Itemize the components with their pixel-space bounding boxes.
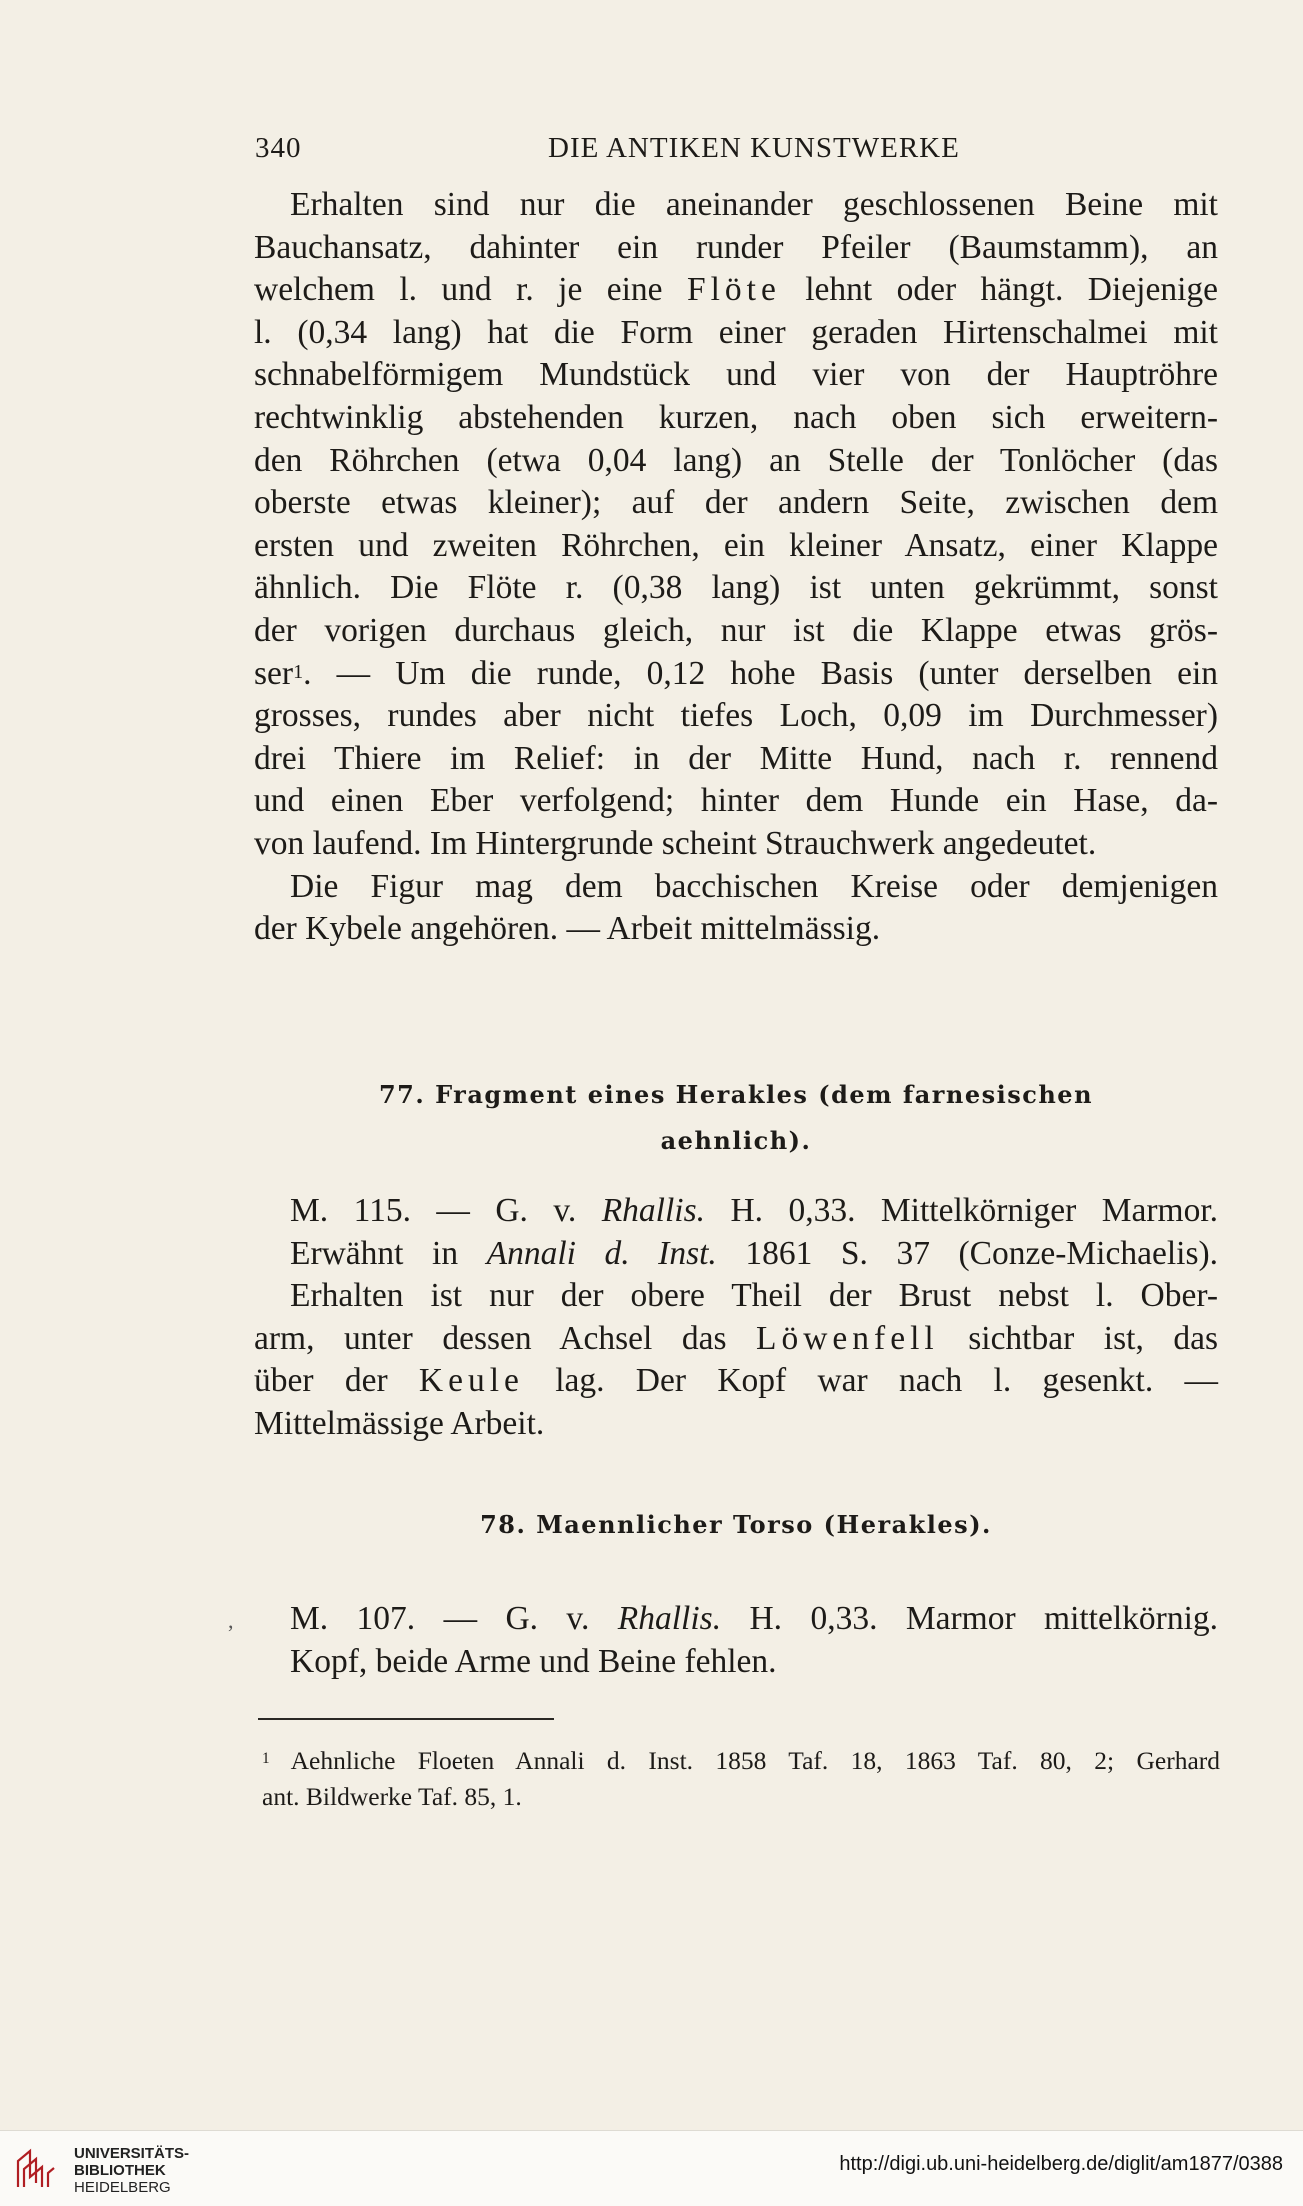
text-line: und einen Eber verfolgend; hinter dem Hunde ein Hase, da- — [254, 782, 1218, 820]
text-line — [254, 1598, 1218, 1641]
section-heading-78: 78. Maennlicher Torso (Herakles). — [480, 1510, 992, 1539]
text-run: 1861 S. 37 (Conze-Michaelis). — [716, 1234, 1219, 1272]
text-line: ersten und zweiten Röhrchen, ein kleiner Ansatz, einer Klappe — [254, 526, 1218, 564]
text-line: den Röhrchen (etwa 0,04 lang) an Stelle der Tonlöcher (das — [254, 441, 1218, 479]
text-line: von laufend. Im Hintergrunde scheint Strauchwerk angedeutet. — [254, 824, 1097, 862]
text-line — [254, 1233, 1218, 1276]
text-run: . — Um die runde, 0,12 hohe Basis (unter derselben ein — [303, 654, 1218, 692]
text-run: lehnt oder hängt. Diejenige — [780, 271, 1218, 309]
footnote-line — [262, 1743, 1220, 1779]
section-heading-line: aehnlich). — [660, 1126, 812, 1155]
spaced-term: Löwenfell — [756, 1319, 939, 1357]
footnote-line: ant. Bildwerke Taf. 85, 1. — [262, 1782, 522, 1811]
page-number: 340 — [255, 132, 302, 164]
text-run: M. 115. — G. v. — [290, 1192, 602, 1229]
text-line: rechtwinklig abstehenden kurzen, nach oben sich erweitern- — [254, 398, 1218, 436]
text-line — [254, 1318, 1218, 1361]
library-footer — [0, 2130, 1303, 2206]
spaced-term: Keule — [418, 1362, 524, 1400]
text-run: M. 107. — G. v. — [290, 1600, 618, 1637]
text-line: l. (0,34 lang) hat die Form einer geraden Hirtenschalmei mit — [254, 313, 1218, 351]
text-line: oberste etwas kleiner); auf der andern Seite, zwischen dem — [254, 484, 1218, 522]
section-78-text — [254, 1598, 1218, 1683]
text-run: ser — [254, 654, 294, 692]
footnote-rule — [258, 1718, 554, 1720]
text-line — [254, 269, 1218, 312]
text-line: Mittelmässige Arbeit. — [254, 1404, 545, 1442]
library-name — [74, 2145, 189, 2196]
library-name-line: BIBLIOTHEK — [74, 2162, 166, 2179]
text-run: H. 0,33. Marmor mittelkörnig. — [721, 1600, 1218, 1637]
running-title: DIE ANTIKEN KUNSTWERKE — [548, 132, 960, 164]
footnote — [262, 1743, 1220, 1815]
text-line: Erhalten sind nur die aneinander geschlossenen Beine mit — [290, 186, 1218, 223]
text-line: Die Figur mag dem bacchischen Kreise oder demjenigen — [290, 867, 1218, 905]
text-line: der vorigen durchaus gleich, nur ist die Klappe etwas grös- — [254, 611, 1218, 649]
text-run: Erwähnt in — [290, 1234, 487, 1272]
text-run: H. 0,33. Mittelkörniger Marmor. — [705, 1192, 1218, 1229]
text-run: über der — [254, 1362, 419, 1400]
text-line: schnabelförmigem Mundstück und vier von der Hauptröhre — [254, 356, 1218, 394]
text-line — [254, 1190, 1218, 1233]
text-run: Aehnliche Floeten Annali d. Inst. 1858 Taf. 18, 1863 Taf. 80, 2; Gerhard — [290, 1746, 1221, 1775]
text-line: grosses, rundes aber nicht tiefes Loch, 0,09 im Durchmesser) — [254, 697, 1218, 735]
text-run: sichtbar ist, das — [938, 1319, 1218, 1357]
margin-mark: , — [228, 1608, 234, 1633]
text-line: drei Thiere im Relief: in der Mitte Hund, nach r. rennend — [254, 739, 1218, 777]
text-line: Erhalten ist nur der obere Theil der Brust nebst l. Ober- — [290, 1277, 1218, 1315]
text-line: Kopf, beide Arme und Beine fehlen. — [290, 1642, 777, 1680]
section-heading-77 — [254, 1072, 1218, 1164]
library-name-line: UNIVERSITÄTS- — [74, 2145, 190, 2162]
text-line: Bauchansatz, dahinter ein runder Pfeiler (Baumstamm), an — [254, 228, 1218, 266]
text-line: der Kybele angehören. — Arbeit mittelmässig. — [254, 910, 881, 948]
library-name-line: HEIDELBERG — [74, 2179, 171, 2196]
italic-name: Rhallis. — [601, 1192, 706, 1229]
text-line — [254, 653, 1218, 696]
text-run: lag. Der Kopf war nach l. gesenkt. — — [523, 1362, 1218, 1400]
running-head — [0, 132, 1303, 172]
section-heading-line: 77. Fragment eines Herakles (dem farnesischen — [378, 1080, 1094, 1109]
footnote-reference[interactable]: 1 — [293, 660, 304, 683]
source-url-link[interactable]: http://digi.ub.uni-heidelberg.de/diglit/am1877/0388 — [839, 2153, 1283, 2175]
section-77-text — [254, 1190, 1218, 1446]
footnote-marker: 1 — [262, 1750, 270, 1767]
italic-citation: Annali d. Inst. — [486, 1234, 717, 1272]
spaced-term: Flöte — [686, 271, 781, 309]
italic-name: Rhallis. — [617, 1600, 722, 1637]
text-line — [254, 1360, 1218, 1403]
paragraph-description — [254, 184, 1218, 951]
text-run: arm, unter dessen Achsel das — [254, 1319, 757, 1357]
text-run: welchem l. und r. je eine — [254, 271, 687, 309]
library-logo-icon — [14, 2147, 58, 2191]
text-line: ähnlich. Die Flöte r. (0,38 lang) ist unten gekrümmt, sonst — [254, 569, 1218, 607]
